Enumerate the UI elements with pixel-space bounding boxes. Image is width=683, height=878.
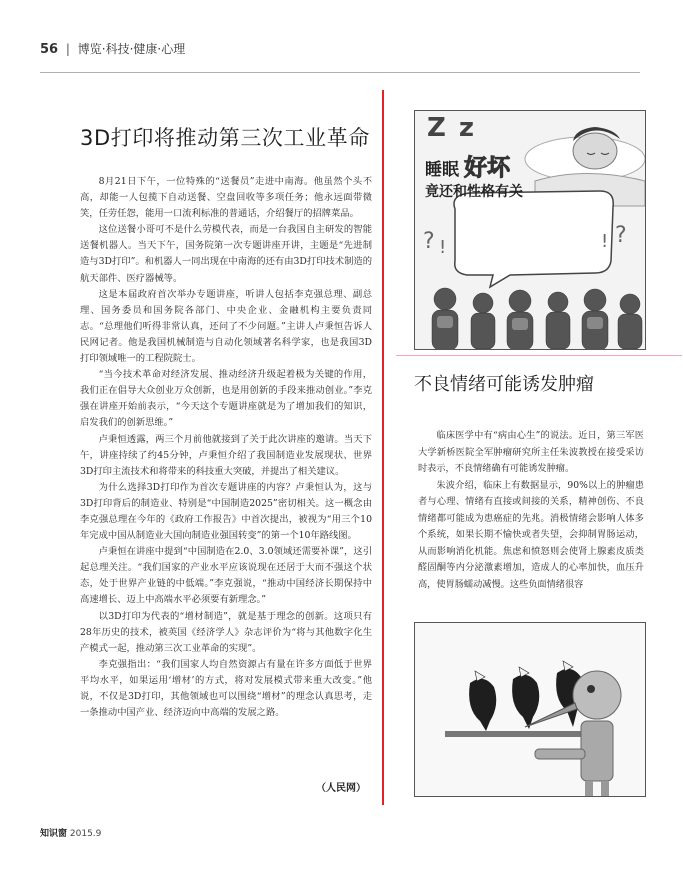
- exclamation-mark: !: [601, 231, 609, 252]
- right-article-title: 不良情绪可能诱发肿瘤: [414, 374, 594, 395]
- page-number: 56: [40, 42, 59, 57]
- article-source: （人民网）: [316, 783, 366, 794]
- illustration-title: [425, 149, 510, 182]
- birds-pinocchio-illustration: [414, 622, 646, 797]
- paragraph: 这位送餐小哥可不是什么劳模代表，而是一台我国自主研发的智能送餐机器人。当天下午，国务院第一次专题讲座开讲，主题是“先进制造与3D打印”。和机器人一同出现在中南海的还有由3D打印技术制造的航天部件、医疗器械等。: [80, 224, 372, 284]
- page-footer: [40, 826, 240, 842]
- paragraph: 卢秉恒透露，两三个月前他就接到了关于此次讲座的邀请。当天下午，讲座持续了约45分钟，卢秉恒介绍了我国制造业发展现状、世界3D打印主流技术和将带来的科技重大突破，并提出了相关建议。: [80, 433, 372, 477]
- right-article-body: [418, 428, 644, 593]
- question-mark: ?: [423, 229, 435, 254]
- left-article-title: 3D打印将推动第三次工业革命: [80, 126, 370, 150]
- sleep-illustration-art: [415, 111, 645, 349]
- paragraph: 临床医学中有“病由心生”的说法。近日，第三军医大学新桥医院全军肿瘤研究所主任朱波教授在接受采访时表示，不良情绪确有可能诱发肿瘤。: [418, 430, 644, 474]
- left-article: [80, 82, 372, 817]
- birds-pinocchio-art: [415, 623, 645, 796]
- paragraph: 这是本届政府首次举办专题讲座，听讲人包括李克强总理、副总理、国务委员和国务院各部门、中央企业、金融机构主要负责同志。“总理他们听得非常认真，还问了不少问题。”主讲人卢秉恒告诉人民网记者。他是我国机械制造与自动化领域著名科学家，也是我国3D打印领域唯一的工程院院士。: [80, 288, 372, 365]
- magazine-name: 知识窗: [40, 829, 68, 839]
- paragraph: 以3D打印为代表的“增材制造”，就是基于理念的创新。这项只有28年历史的技术，被英国《经济学人》杂志评价为“将与其他数字化生产模式一起，推动第三次工业革命的实现”。: [80, 610, 372, 654]
- zzz-label: Z z: [427, 113, 477, 143]
- header-separator: |: [65, 42, 70, 56]
- page-header: [40, 40, 640, 64]
- paragraph: 李克强指出：“我们国家人均自然资源占有量在许多方面低于世界平均水平，如果运用‘增材’的方式，将对发展模式带来重大改变。”他说，不仅是3D打印，其他领域也可以围绕“增材”的理念认真思考，走一条推动中国产业、经济迈向中高端的发展之路。: [80, 658, 372, 719]
- illustration-title-b: 好坏: [464, 155, 511, 181]
- paragraph: “当今技术革命对经济发展、推动经济升级起着极为关键的作用，我们正在倡导大众创业万众创新，也是用创新的手段来推动创业。”李克强在讲座开始前表示，“今天这个专题讲座就是为了增加我们的知识，启发我们的创新思维。”: [80, 369, 372, 429]
- section-title: 博览·科技·健康·心理: [77, 42, 186, 56]
- left-article-body: [80, 174, 372, 721]
- section-divider: [396, 355, 682, 356]
- exclamation-mark: !: [439, 237, 447, 258]
- paragraph: 朱波介绍，临床上有数据显示，90%以上的肿瘤患者与心理、情绪有直接或间接的关系，精神创伤、不良情绪都可能成为患癌症的先兆。消极情绪会影响人体多个系统，如果长期不愉快或者失望，会抑制胃肠运动，从而影响消化机能。焦虑和愤怒则会使肾上腺素皮质类醛固酮等内分泌激素增加，造成人的心率加快，血压升高，使胃肠蠕动减慢。这些负面情绪很容: [418, 479, 644, 590]
- paragraph: 8月21日下午，一位特殊的“送餐员”走进中南海。他虽然个头不高，却能一人包揽下自动送餐、空盘回收等多项任务；他永远面带微笑，任劳任怨，能用一口流利标准的普通话，介绍餐厅的招牌菜品。: [80, 176, 372, 220]
- sleep-illustration: [414, 110, 646, 350]
- issue-date: 2015.9: [69, 829, 102, 839]
- question-mark: ?: [615, 223, 627, 248]
- paragraph: 卢秉恒在讲座中提到“中国制造在2.0、3.0领域还需要补课”，这引起总理关注。“我们国家的产业水平应该说现在还居于大而不强这个状态，处于世界产业链的中低端。”李克强说，“推动中国经济长期保持中高速增长、迈上中高端水平必须要有新理念。”: [80, 546, 372, 606]
- illustration-title-a: 睡眠: [425, 160, 459, 180]
- illustration-subtitle: 竟还和性格有关: [425, 184, 523, 200]
- paragraph: 为什么选择3D打印作为首次专题讲座的内容？卢秉恒认为，这与3D打印背后的制造业、特别是“中国制造2025”密切相关。这一概念由李克强总理在今年的《政府工作报告》中首次提出，被视为“用三个10年完成中国从制造业大国向制造业强国转变”的第一个10年路线图。: [80, 481, 372, 542]
- column-divider: [382, 90, 384, 805]
- header-divider: [40, 72, 640, 73]
- right-article: [396, 82, 646, 817]
